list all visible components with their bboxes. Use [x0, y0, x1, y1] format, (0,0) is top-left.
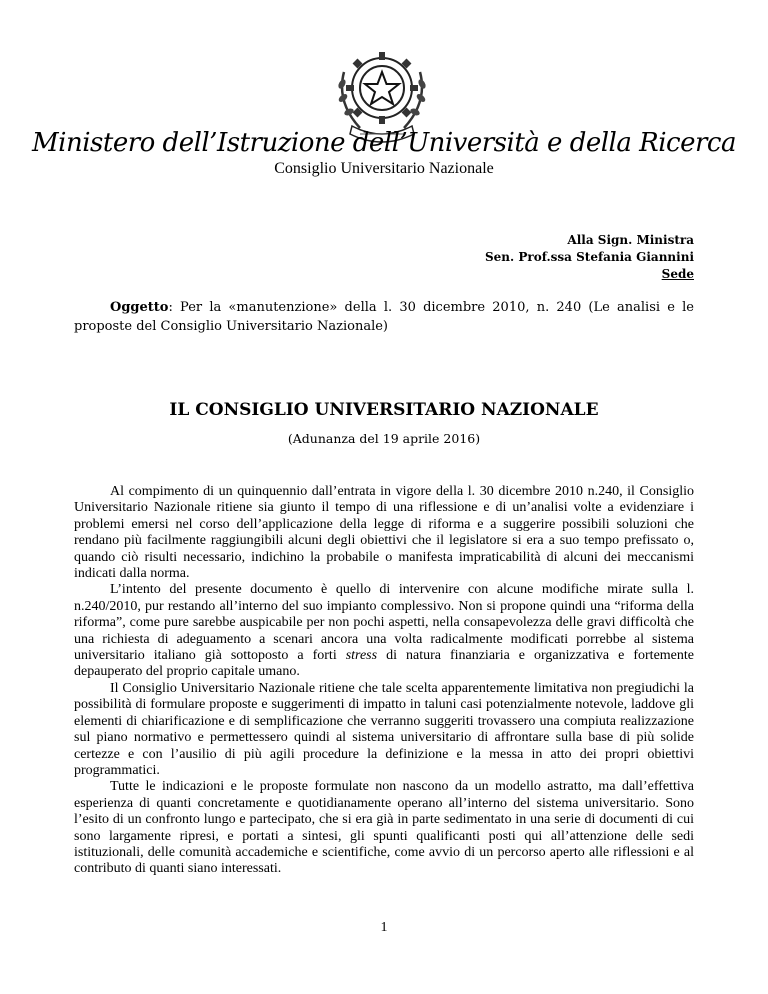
body-text [74, 484, 694, 878]
addressee-line-3: Sede [661, 267, 694, 281]
paragraph-4: Tutte le indicazioni e le proposte formulate non nascono da un modello astratto, ma dall’effettiva esperienza di quanti concretamente e quotidianamente operano all’interno del sistema universitario. Sono l’esito di un confronto lungo e partecipato, che si era già in parte sedimentato in una serie di documenti di cui sono largamente ripresi, e portati a sintesi, gli spunti qualificanti posti qui all’attenzione delle sedi istituzionali, delle comunità accademiche e scientifiche, come avvio di un percorso aperto alle riflessioni e al contributo di quanti siano interessati. [74, 779, 694, 877]
addressee-line-1: Alla Sign. Ministra [567, 233, 694, 247]
paragraph-2-part-1: L’intento del presente documento è quello di intervenire con alcune modifiche mirate sulla l. n.240/2010, pur restando all’interno del suo impianto complessivo. Non si propone quindi una “riforma della riforma”, come pure sarebbe auspicabile per non pochi aspetti, nella consapevolezza delle gravi difficoltà che una richiesta di adeguamento a scenari ancora una volta radicalmente modificati porrebbe al sistema universitario italiano già sottoposto a forti [74, 582, 694, 664]
paragraph-2-part-2: di natura finanziaria e organizzativa e fortemente depauperato del proprio capitale umano. [74, 648, 694, 680]
page-number: 1 [380, 920, 388, 935]
council-subtitle: Consiglio Universitario Nazionale [274, 160, 494, 177]
ministry-title: Ministero dell’Istruzione dell’Università e della Ricerca [32, 128, 736, 158]
subject-label: Oggetto [110, 300, 169, 315]
subject-line [74, 298, 694, 336]
addressee-line-2: Sen. Prof.ssa Stefania Giannini [485, 250, 694, 264]
paragraph-1: Al compimento di un quinquennio dall’entrata in vigore della l. 30 dicembre 2010 n.240, il Consiglio Universitario Nazionale ritiene sia giunto il tempo di una riflessione e di un’analisi volte a evidenziare i problemi emersi nel corso dell’applicazione della legge di riforma e a suggerire possibili soluzioni che rendano più facilmente raggiungibili alcuni degli obiettivi che il legislatore si era a suo tempo prefissato o, quando ciò risulti necessario, indichino la probabile o manifesta impraticabilità di alcuni dei meccanismi indicati dalla norma. [74, 484, 694, 582]
subject-text: : Per la «manutenzione» della l. 30 dicembre 2010, n. 240 (Le analisi e le proposte del Consiglio Universitario Nazionale) [74, 300, 694, 334]
meeting-date: (Adunanza del 19 aprile 2016) [287, 431, 481, 446]
paragraph-2-italic: stress [345, 648, 378, 664]
paragraph-2 [74, 582, 694, 680]
addressee-block [485, 232, 694, 283]
paragraph-3: Il Consiglio Universitario Nazionale ritiene che tale scelta apparentemente limitativa non pregiudichi la possibilità di formulare proposte e suggerimenti di impatto in taluni casi potenzialmente notevole, laddove gli elementi di chiarificazione e di semplificazione che verranno suggeriti trovassero una compiuta realizzazione sul piano normativo e permettessero quindi al sistema universitario di affrontare sulla base di più solide certezze e con l’ausilio di più agili procedure la definizione e la messa in atto dei propri obiettivi programmatici. [74, 680, 694, 778]
document-heading: IL CONSIGLIO UNIVERSITARIO NAZIONALE [169, 400, 599, 420]
